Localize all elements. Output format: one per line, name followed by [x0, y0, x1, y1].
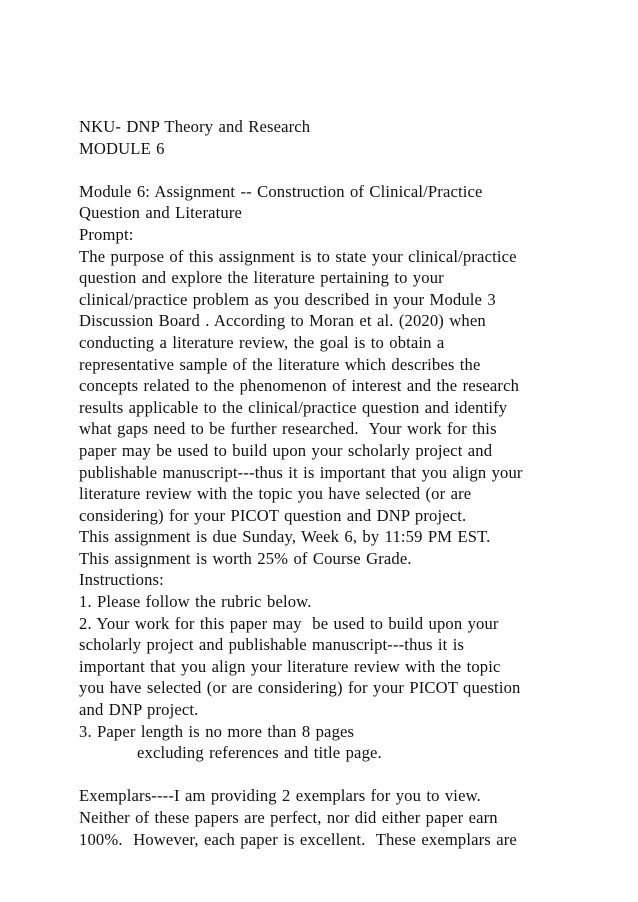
document-body	[79, 116, 627, 850]
exemplar-line: Exemplars----I am providing 2 exemplars for you to view.	[79, 786, 481, 806]
instruction-line: 3. Paper length is no more than 8 pages	[79, 721, 355, 741]
purpose-line: concepts related to the phenomenon of interest and the research	[79, 376, 520, 396]
purpose-line: The purpose of this assignment is to state your clinical/practice	[79, 246, 517, 266]
purpose-line: representative sample of the literature which describes the	[79, 354, 481, 374]
purpose-line: Discussion Board . According to Moran et al. (2020) when	[79, 311, 486, 331]
purpose-line: literature review with the topic you have selected (or are	[79, 484, 472, 504]
purpose-line: results applicable to the clinical/practice question and identify	[79, 397, 508, 417]
purpose-line: paper may be used to build upon your scholarly project and	[79, 440, 493, 460]
prompt-label: Prompt:	[79, 224, 134, 244]
instruction-line: important that you align your literature review with the topic	[79, 656, 501, 676]
assignment-title-line: Module 6: Assignment -- Construction of Clinical/Practice	[79, 181, 483, 201]
purpose-line: publishable manuscript---thus it is important that you align your	[79, 462, 523, 482]
assignment-title-line: Question and Literature	[79, 203, 243, 223]
exemplar-line: Neither of these papers are perfect, nor did either paper earn	[79, 808, 498, 827]
purpose-line: question and explore the literature pertaining to your	[79, 268, 444, 288]
course-title: NKU- DNP Theory and Research	[79, 117, 311, 136]
purpose-line: conducting a literature review, the goal is to obtain a	[79, 332, 445, 352]
instruction-line: and DNP project.	[79, 700, 199, 720]
module-label: MODULE 6	[79, 138, 165, 158]
due-date-line: This assignment is due Sunday, Week 6, by 11:59 PM EST.	[79, 527, 491, 547]
purpose-line: clinical/practice problem as you described in your Module 3	[79, 289, 496, 309]
blank-line	[79, 764, 627, 786]
instruction-line: 1. Please follow the rubric below.	[79, 592, 312, 612]
instruction-line: scholarly project and publishable manuscript---thus it is	[79, 635, 465, 655]
purpose-line: what gaps need to be further researched. Your work for this	[79, 419, 497, 439]
instructions-label: Instructions:	[79, 570, 164, 590]
instruction-line: 2. Your work for this paper may be used to build upon your	[79, 613, 499, 633]
exemplar-line: 100%. However, each paper is excellent. These exemplars are	[79, 829, 517, 849]
blank-line	[79, 159, 627, 181]
purpose-line: considering) for your PICOT question and DNP project.	[79, 505, 467, 525]
instruction-line: you have selected (or are considering) for your PICOT question	[79, 678, 521, 698]
grade-weight-line: This assignment is worth 25% of Course Grade.	[79, 548, 412, 568]
instruction-indented-line: excluding references and title page.	[137, 743, 382, 763]
